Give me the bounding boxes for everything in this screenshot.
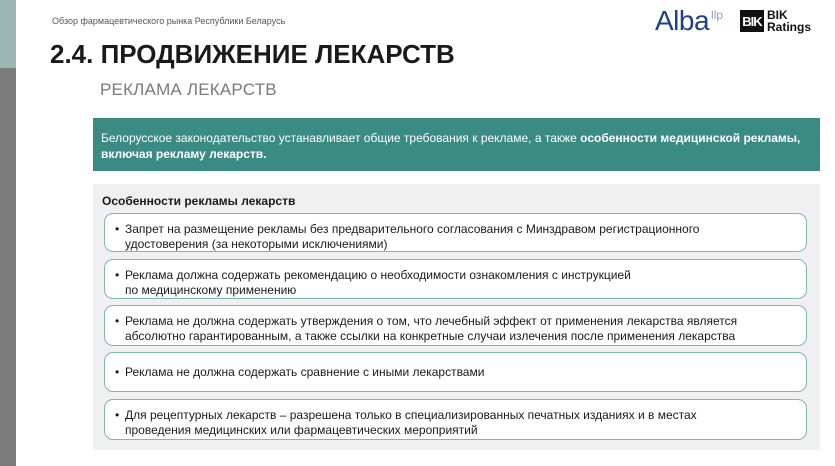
intro-banner-bold: особенности медицинской рекламы, включая рекламу лекарств. (101, 131, 801, 161)
features-panel-title: Особенности рекламы лекарств (102, 194, 296, 208)
feature-item-text: Реклама не должна содержать утверждения о том, что лечебный эффект от применения лекарства является абсолютно гарантированным, а также ссылки на конкретные случаи излечения после применения лекарства (125, 314, 738, 343)
bik-logo-line1: BIK (767, 8, 788, 22)
intro-banner-text: Белорусское законодательство устанавливает общие требования к рекламе, а также (101, 131, 581, 145)
sidebar-accent-bottom (0, 68, 16, 466)
feature-item-text: Реклама не должна содержать сравнение с иными лекарствами (125, 364, 485, 379)
feature-item-text: Реклама должна содержать рекомендацию о необходимости ознакомления с инструкцией по медицинскому применению (125, 268, 631, 297)
feature-item-text: Запрет на размещение рекламы без предварительного согласования с Минздравом регистрационного удостоверения (за некоторыми исключениями) (125, 222, 700, 251)
bik-logo-text (767, 9, 811, 33)
feature-item-text: Для рецептурных лекарств – разрешена только в специализированных печатных изданиях и в местах проведения медицинских или фармацевтических мероприятий (125, 408, 697, 437)
bullet-icon: • (115, 268, 120, 282)
feature-item (104, 399, 807, 440)
features-panel (93, 184, 820, 450)
bullet-icon: • (115, 314, 120, 328)
subsection-title: РЕКЛАМА ЛЕКАРСТВ (100, 80, 277, 99)
bullet-icon: • (115, 364, 120, 379)
bik-ratings-logo (740, 9, 811, 33)
bullet-icon: • (115, 408, 120, 422)
bik-logo-line2: Ratings (767, 20, 812, 34)
feature-item (104, 305, 807, 346)
document-title: Обзор фармацевтического рынка Республики Беларусь (52, 16, 286, 26)
feature-item (104, 352, 807, 392)
sidebar-accent-top (0, 0, 16, 68)
bullet-icon: • (115, 222, 120, 236)
section-title: 2.4. ПРОДВИЖЕНИЕ ЛЕКАРСТВ (50, 39, 455, 69)
feature-item (104, 259, 807, 299)
alba-logo-word: Alba (655, 5, 710, 36)
feature-item (104, 213, 807, 252)
bik-logo-mark: BIK (740, 10, 764, 32)
alba-logo (655, 5, 723, 37)
intro-banner (93, 118, 820, 171)
alba-logo-sub: llp (711, 8, 724, 22)
